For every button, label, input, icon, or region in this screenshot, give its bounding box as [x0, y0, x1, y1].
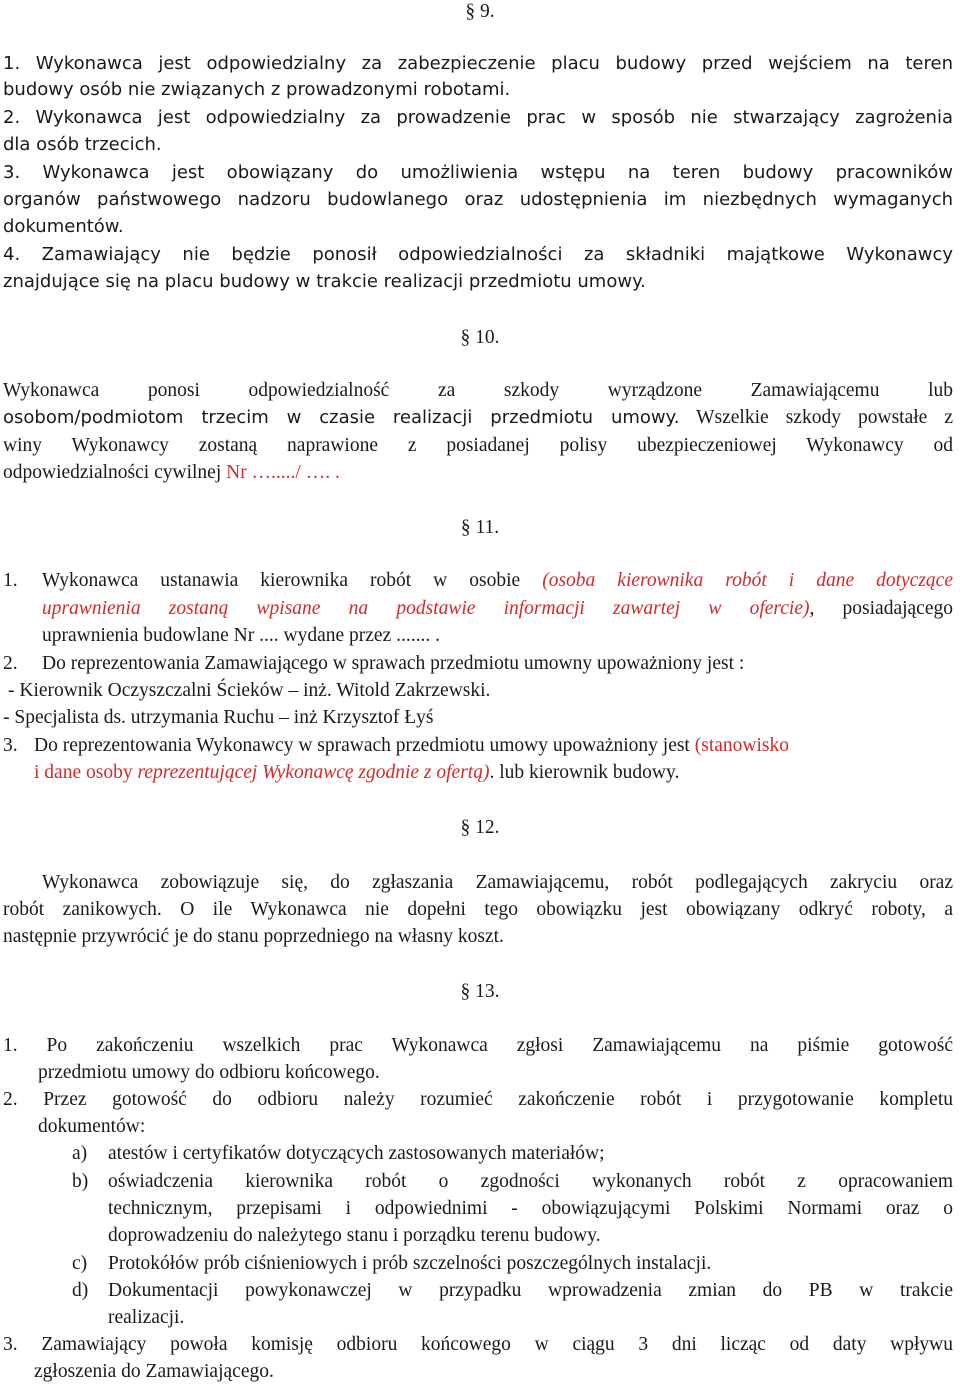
s12-line-3: następnie przywrócić je do stanu poprzedniego na własny koszt. [3, 926, 504, 947]
s9-item-3-line-3: dokumentów. [3, 216, 124, 237]
s13-sub-b-line-1: oświadczenia kierownika robót o zgodności wykonanych robót z opracowaniem [108, 1171, 953, 1192]
contractor-rep-placeholder-mid: i dane osoby [34, 762, 138, 783]
s11-item-3-text: Do reprezentowania Wykonawcy w sprawach przedmiotu umowy upoważniony jest [34, 735, 695, 756]
section-13-heading: § 13. [460, 981, 500, 1002]
s11-item-2-number: 2. [3, 653, 18, 674]
policy-number-placeholder: Nr …...../ …. . [226, 462, 340, 483]
s13-sub-b-label: b) [72, 1171, 89, 1192]
s10-line-4 [3, 459, 960, 486]
s9-item-2-line-1: 2. Wykonawca jest odpowiedzialny za prowadzenie prac w sposób nie stwarzający zagrożenia [3, 107, 953, 128]
contractor-rep-placeholder-end: reprezentującej Wykonawcę zgodnie z ofertą) [137, 762, 490, 783]
s10-line-3: winy Wykonawcy zostaną naprawione z posiadanej polisy ubezpieczeniowej Wykonawcy od [3, 435, 953, 456]
manager-placeholder-end: uprawnienia zostaną wpisane na podstawie informacji zawartej w ofercie) [42, 598, 810, 619]
s9-item-4-line-2: znajdujące się na placu budowy w trakcie realizacji przedmiotu umowy. [3, 271, 646, 292]
s13-sub-c-line-1: Protokółów prób ciśnieniowych i prób szczelności poszczególnych instalacji. [108, 1253, 712, 1274]
s11-item-3-text-2: . lub kierownik budowy. [489, 762, 680, 783]
s13-sub-b-line-2: technicznym, przepisami i odpowiednimi - obowiązującymi Polskimi Normami oraz o [108, 1198, 953, 1219]
s13-sub-d-label: d) [72, 1280, 89, 1301]
section-10-heading: § 10. [460, 327, 500, 348]
s13-sub-a-label: a) [72, 1143, 88, 1164]
s13-sub-b-line-3: doprowadzeniu do należytego stanu i porządku terenu budowy. [108, 1225, 601, 1246]
s9-item-4-line-1: 4. Zamawiający nie będzie ponosił odpowiedzialności za składniki majątkowe Wykonawcy [3, 244, 953, 265]
s12-line-2: robót zanikowych. O ile Wykonawca nie dopełni tego obowiązku jest obowiązany odkryć roboty, a [3, 899, 953, 920]
s13-item-2-line-2: dokumentów: [38, 1116, 146, 1137]
s13-item-2-line-1: 2. Przez gotowość do odbioru należy rozumieć zakończenie robót i przygotowanie kompletu [3, 1089, 953, 1110]
section-11-heading: § 11. [460, 517, 500, 538]
s10-line-2-sans-part: osobom/podmiotom trzecim w czasie realizacji przedmiotu umowy. [3, 407, 680, 428]
s11-item-3-line-2 [34, 759, 960, 786]
s9-item-3-line-1: 3. Wykonawca jest obowiązany do umożliwienia wstępu na teren budowy pracowników [3, 162, 953, 183]
s10-line-4-text: odpowiedzialności cywilnej [3, 462, 227, 483]
s10-line-2-serif-part: Wszelkie szkody powstałe z [679, 407, 953, 428]
s10-line-2 [3, 404, 953, 431]
s11-item-1-text: Wykonawca ustanawia kierownika robót w osobie [42, 570, 543, 591]
s9-item-2-line-2: dla osób trzecich. [3, 134, 162, 155]
manager-placeholder-start: (osoba kierownika robót i dane dotyczące [542, 570, 953, 591]
representative-2: - Specjalista ds. utrzymania Ruchu – inż Krzysztof Łyś [3, 707, 434, 728]
s11-item-1-text-2: , posiadającego [809, 598, 953, 619]
s13-item-1-line-1: 1. Po zakończeniu wszelkich prac Wykonawca zgłosi Zamawiającemu na piśmie gotowość [3, 1035, 953, 1056]
s9-item-3-line-2: organów państwowego nadzoru budowlanego oraz udostępnienia im niezbędnych wymaganych [3, 189, 953, 210]
contractor-rep-placeholder-start: (stanowisko [694, 735, 789, 756]
s11-item-1-number: 1. [3, 570, 18, 591]
s11-item-3-line-1 [34, 732, 960, 759]
s11-item-1-line-2 [42, 595, 953, 622]
s13-sub-a-line-1: atestów i certyfikatów dotyczących zastosowanych materiałów; [108, 1143, 605, 1164]
s13-item-3-line-1: 3. Zamawiający powoła komisję odbioru końcowego w ciągu 3 dni licząc od daty wpływu [3, 1334, 953, 1355]
representative-1: - Kierownik Oczyszczalni Ścieków – inż. Witold Zakrzewski. [8, 680, 491, 701]
s9-item-1-line-1: 1. Wykonawca jest odpowiedzialny za zabezpieczenie placu budowy przed wejściem na teren [3, 53, 953, 74]
s10-line-1: Wykonawca ponosi odpowiedzialność za szkody wyrządzone Zamawiającemu lub [3, 380, 953, 401]
s13-item-1-line-2: przedmiotu umowy do odbioru końcowego. [38, 1062, 380, 1083]
section-9-heading: § 9. [465, 1, 495, 22]
s11-item-2-line-1: Do reprezentowania Zamawiającego w sprawach przedmiotu umowny upoważniony jest : [42, 653, 745, 674]
s11-item-1-line-1 [42, 567, 953, 594]
s13-sub-d-line-2: realizacji. [108, 1307, 185, 1328]
s12-line-1: Wykonawca zobowiązuje się, do zgłaszania Zamawiającemu, robót podlegających zakryciu oraz [42, 872, 953, 893]
s9-item-1-line-2: budowy osób nie związanych z prowadzonymi robotami. [3, 79, 511, 100]
s13-sub-c-label: c) [72, 1253, 88, 1274]
s11-item-3-number: 3. [3, 735, 18, 756]
s13-item-3-line-2: zgłoszenia do Zamawiającego. [34, 1361, 274, 1382]
s11-item-1-line-3: uprawnienia budowlane Nr .... wydane przez ....... . [42, 625, 440, 646]
s13-sub-d-line-1: Dokumentacji powykonawczej w przypadku wprowadzenia zmian do PB w trakcie [108, 1280, 953, 1301]
section-12-heading: § 12. [460, 817, 500, 838]
